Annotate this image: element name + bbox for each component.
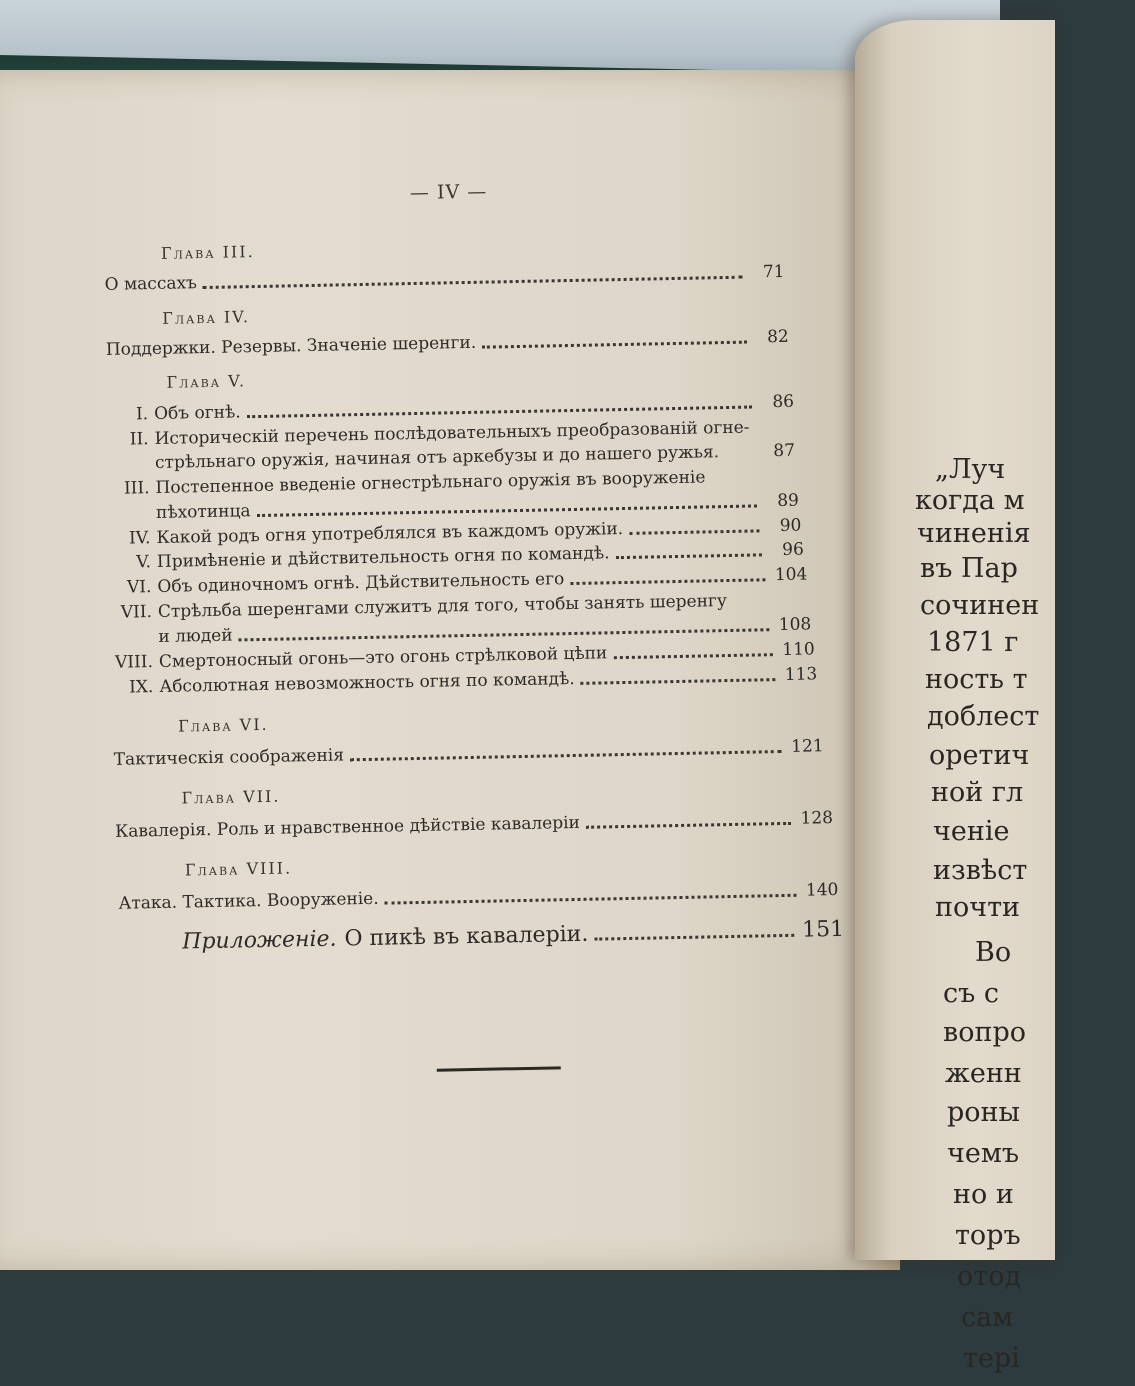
appendix-label: Приложеніе. — [182, 926, 337, 955]
text-line: отод — [957, 1261, 1022, 1292]
entry-page: 128 — [800, 808, 834, 829]
leader-dots — [570, 578, 765, 585]
chapter-heading: Глава VI. — [177, 714, 269, 736]
entry-page: 121 — [790, 736, 824, 757]
text-line: сочинен — [920, 590, 1040, 621]
entry-page: 82 — [766, 326, 789, 348]
entry-title: Смертоносный огонь—это огонь стрѣлковой цѣпи — [158, 643, 608, 672]
toc-appendix-entry — [182, 918, 844, 955]
section-number: V. — [136, 552, 152, 573]
entry-page: 110 — [782, 639, 815, 660]
entry-page: 113 — [784, 664, 818, 685]
text-line: вопро — [943, 1017, 1026, 1048]
text-line: ность т — [925, 664, 1028, 695]
entry-title: Тактическія соображенія — [113, 745, 345, 770]
entry-title: Кавалерія. Роль и нравственное дѣйствіе кавалеріи — [114, 812, 581, 842]
entry-title: Поддержки. Резервы. Значеніе шеренги. — [105, 332, 477, 360]
leader-dots — [385, 894, 797, 905]
toc-entry — [104, 260, 784, 297]
text-line: съ с — [943, 978, 1000, 1009]
page-number: — IV — — [409, 180, 488, 205]
text-line: торъ — [955, 1220, 1021, 1251]
entry-page: 87 — [773, 440, 796, 462]
text-line: когда м — [915, 485, 1025, 516]
entry-title: Какой родъ огня употреблялся въ каждомъ оружіи. — [156, 519, 624, 548]
leader-dots — [613, 653, 773, 659]
entry-page: 71 — [762, 261, 785, 283]
chapter-heading: Глава VII. — [181, 786, 281, 808]
toc-entry — [118, 878, 838, 916]
text-line: извѣст — [933, 855, 1028, 886]
text-line: но и — [953, 1179, 1014, 1210]
leader-dots — [482, 341, 747, 349]
chapter-heading: Глава V. — [166, 371, 247, 392]
text-line: доблест — [927, 701, 1040, 732]
entry-page: 96 — [782, 539, 805, 560]
section-number: VII. — [120, 602, 153, 623]
text-line: 1871 г — [927, 627, 1019, 658]
entry-title: Объ одиночномъ огнѣ. Дѣйствительность его — [157, 569, 565, 597]
leader-space — [725, 458, 753, 459]
section-number: IV. — [128, 528, 151, 549]
entry-page: 140 — [805, 879, 839, 901]
closing-rule — [437, 1066, 561, 1071]
entry-title: О массахъ — [104, 273, 198, 295]
right-page-text — [905, 450, 1065, 1386]
right-page — [855, 20, 1055, 1374]
text-line: чемъ — [947, 1138, 1020, 1169]
leader-dots — [203, 276, 743, 289]
leader-dots — [616, 553, 762, 559]
toc-entry — [115, 806, 833, 844]
chapter-heading: Глава III. — [160, 242, 255, 263]
text-line: ченіе — [933, 816, 1010, 847]
text-line: роны — [947, 1097, 1021, 1128]
leader-dots — [629, 529, 759, 535]
entry-page: 151 — [801, 916, 845, 943]
text-line: Во — [975, 937, 1012, 968]
entry-title: О пикѣ въ кавалеріи. — [344, 921, 589, 952]
text-line: „Луч — [935, 454, 1006, 485]
entry-title: Постепенное введеніе огнестрѣльнаго оружія въ вооруженіе — [155, 467, 706, 498]
text-line: ной гл — [931, 777, 1024, 808]
entry-title-cont: стрѣльнаго оружія, начиная отъ аркебузы и до нашего ружья. — [154, 442, 720, 473]
leader-dots — [586, 822, 791, 829]
section-number: VI. — [126, 577, 152, 598]
entry-page: 89 — [777, 490, 800, 512]
chapter-heading: Глава IV. — [162, 307, 251, 328]
entry-title: Атака. Тактика. Вооруженіе. — [118, 888, 379, 914]
leader-dots — [350, 750, 782, 761]
section-number: III. — [123, 478, 150, 499]
section-number: II. — [129, 429, 149, 450]
entry-page: 90 — [779, 515, 802, 537]
section-number: I. — [135, 404, 149, 425]
chapter-heading: Глава VIII. — [184, 858, 293, 880]
text-line: сам — [961, 1302, 1014, 1333]
text-line: женн — [945, 1058, 1022, 1089]
leader-dots — [581, 678, 776, 685]
leader-dots — [594, 934, 794, 941]
entry-title: Стрѣльба шеренгами служитъ для того, чтобы занять шеренгу — [157, 591, 728, 622]
entry-title-cont: и людей — [158, 625, 233, 647]
text-line: почти — [935, 892, 1021, 923]
toc-entry — [114, 734, 824, 772]
entry-title: Историческій перечень послѣдовательныхъ преобразованій огне- — [154, 417, 750, 449]
text-line: оретич — [929, 740, 1030, 771]
entry-page: 86 — [772, 391, 795, 413]
entry-title: Примѣненіе и дѣйствительность огня по командѣ. — [156, 543, 610, 572]
entry-title-cont: пѣхотинца — [155, 501, 251, 523]
text-line: тері — [963, 1343, 1020, 1374]
entry-title: Абсолютная невозможность огня по командѣ. — [159, 668, 575, 697]
entry-title: Объ огнѣ. — [153, 402, 241, 424]
section-number: VIII. — [114, 652, 154, 673]
toc-entry — [106, 325, 789, 362]
text-line: чиненія — [917, 518, 1031, 549]
entry-page: 108 — [778, 614, 812, 636]
entry-page: 104 — [774, 564, 808, 586]
section-number: IX. — [128, 677, 154, 698]
text-line: въ Пар — [920, 553, 1018, 584]
